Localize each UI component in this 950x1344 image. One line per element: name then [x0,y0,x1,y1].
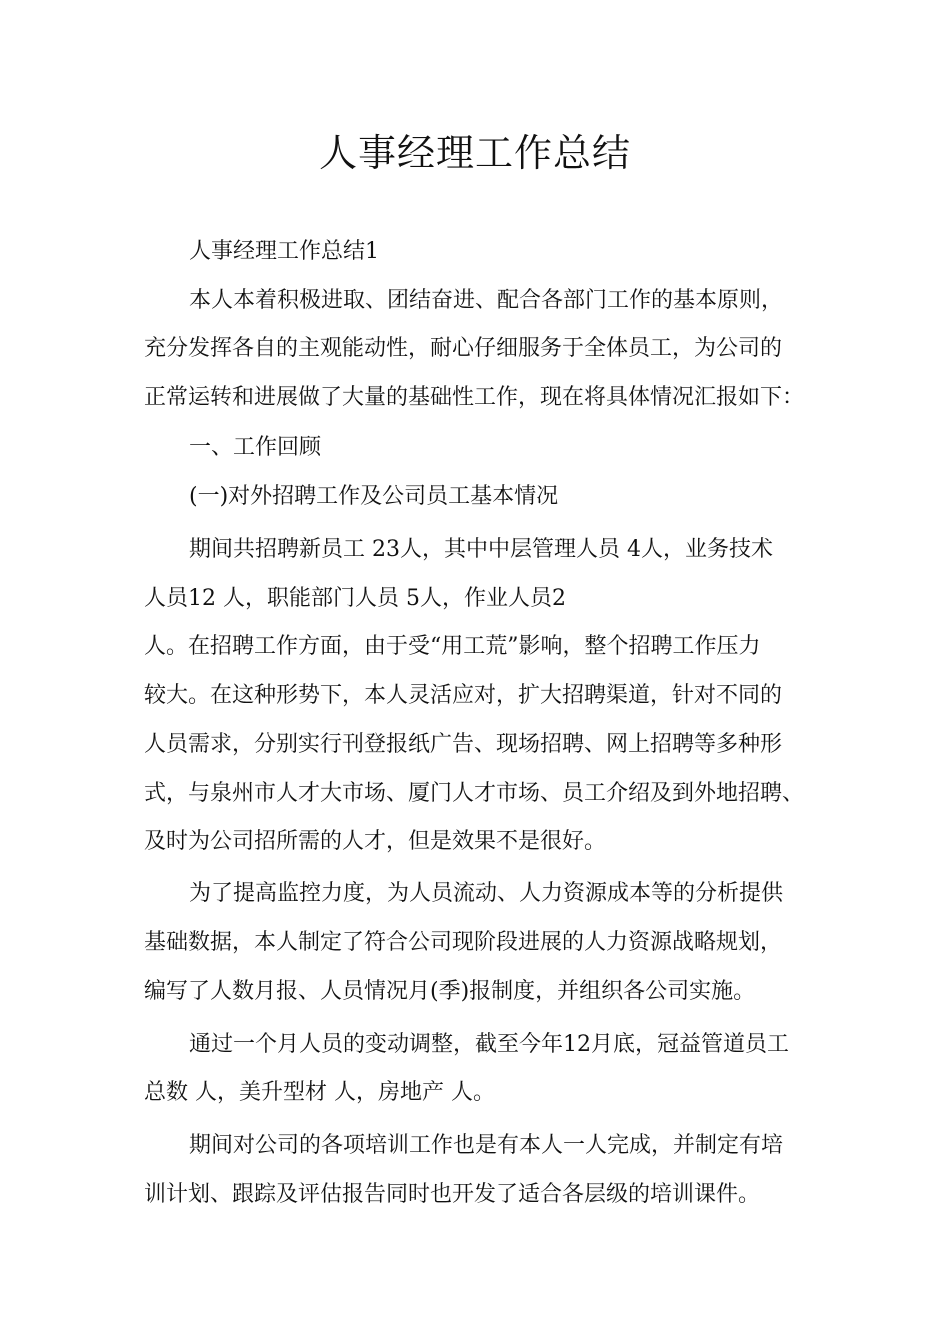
paragraph-line: 正常运转和进展做了大量的基础性工作，现在将具体情况汇报如下： [144,385,805,410]
paragraph-line: 为了提高监控力度，为人员流动、人力资源成本等的分析提供 [189,881,784,906]
paragraph-line: 充分发挥各自的主观能动性，耐心仔细服务于全体员工，为公司的 [144,336,783,361]
paragraph-line: 编写了人数月报、人员情况月(季)报制度，并组织各公司实施。 [144,979,756,1004]
paragraph-line: 人员12 人，职能部门人员 5人，作业人员2 [144,586,566,611]
section-heading: 人事经理工作总结1 [189,239,379,264]
paragraph-line: 较大。在这种形势下，本人灵活应对，扩大招聘渠道，针对不同的 [144,683,783,708]
paragraph-line: 人员需求，分别实行刊登报纸广告、现场招聘、网上招聘等多种形 [144,732,783,757]
paragraph-line: 期间对公司的各项培训工作也是有本人一人完成，并制定有培 [189,1133,784,1158]
subsection-heading: (一)对外招聘工作及公司员工基本情况 [189,484,559,509]
paragraph-line: 训计划、跟踪及评估报告同时也开发了适合各层级的培训课件。 [144,1182,761,1207]
paragraph-line: 期间共招聘新员工 23人，其中中层管理人员 4人，业务技术 [189,537,773,562]
section-heading: 一、工作回顾 [189,435,322,460]
paragraph-line: 人。在招聘工作方面，由于受“用工荒”影响，整个招聘工作压力 [144,634,761,659]
paragraph-line: 式，与泉州市人才大市场、厦门人才市场、员工介绍及到外地招聘、 [144,781,805,806]
paragraph-line: 基础数据，本人制定了符合公司现阶段进展的人力资源战略规划， [144,930,783,955]
document-title: 人事经理工作总结 [318,131,631,175]
paragraph-line: 总数 人，美升型材 人，房地产 人。 [144,1080,495,1105]
paragraph-line: 及时为公司招所需的人才，但是效果不是很好。 [144,829,607,854]
paragraph-line: 本人本着积极进取、团结奋进、配合各部门工作的基本原则， [189,288,784,313]
paragraph-line: 通过一个月人员的变动调整，截至今年12月底，冠益管道员工 [189,1032,789,1057]
